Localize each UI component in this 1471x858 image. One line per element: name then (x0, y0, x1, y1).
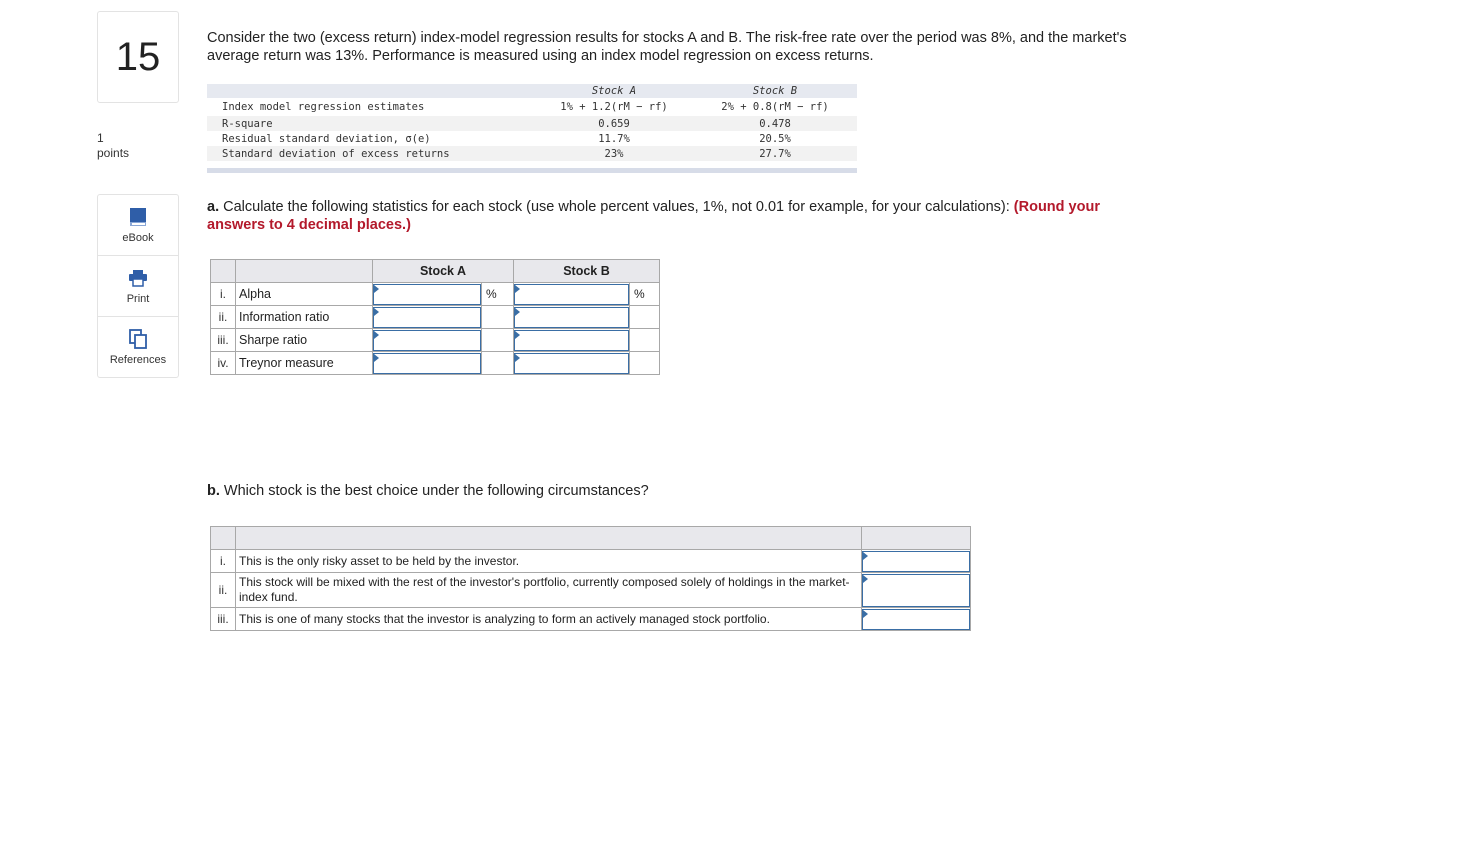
regression-row-a: 11.7% (598, 132, 630, 145)
points-info (97, 131, 129, 161)
row-label: Sharpe ratio (236, 329, 373, 352)
points-value: 1 (97, 131, 104, 145)
circumstance-2-dropdown[interactable] (862, 574, 970, 607)
regression-row-b: 2% + 0.8(rM − rf) (721, 101, 829, 113)
part-b-prefix: b. (207, 483, 220, 499)
regression-row (207, 116, 857, 131)
points-label: points (97, 146, 130, 160)
regression-col-a: Stock A (591, 85, 637, 97)
regression-header (207, 84, 857, 98)
printer-icon (128, 268, 148, 288)
info-ratio-stock-b-input[interactable] (514, 307, 629, 328)
regression-row (207, 131, 857, 146)
table-row (211, 573, 971, 608)
table-row (211, 329, 660, 352)
percent-unit: % (482, 283, 514, 306)
row-label: Information ratio (236, 306, 373, 329)
book-icon (129, 207, 147, 227)
regression-row-a: 1% + 1.2(rM − rf) (560, 101, 668, 113)
print-button[interactable] (98, 256, 178, 317)
row-number: iii. (211, 608, 236, 631)
part-a-prompt (207, 198, 1147, 234)
tools-panel (97, 194, 179, 378)
regression-col-b: Stock B (752, 85, 798, 97)
alpha-stock-a-input[interactable] (373, 284, 481, 305)
row-number: ii. (211, 306, 236, 329)
question-intro: Consider the two (excess return) index-model regression results for stocks A and B. The risk-free rate over the period was 8%, and the market's average return was 13%. Performance is measured using an index model regression on excess returns. (207, 30, 1127, 64)
row-label: Treynor measure (236, 352, 373, 375)
row-text: This stock will be mixed with the rest of the investor's portfolio, currently composed solely of holdings in the market-index fund. (236, 573, 862, 608)
regression-row-label: Standard deviation of excess returns (222, 147, 450, 160)
part-a-text: Calculate the following statistics for each stock (use whole percent values, 1%, not 0.01 for example, for your calculations): (223, 199, 1010, 215)
ebook-button[interactable] (98, 195, 178, 256)
treynor-stock-a-input[interactable] (373, 353, 481, 374)
part-a-col-b: Stock B (514, 260, 660, 283)
table-row (211, 352, 660, 375)
info-ratio-stock-a-input[interactable] (373, 307, 481, 328)
row-label: Alpha (236, 283, 373, 306)
alpha-stock-b-input[interactable] (514, 284, 629, 305)
references-label: References (109, 354, 167, 366)
percent-unit: % (630, 283, 660, 306)
ebook-label: eBook (122, 231, 154, 244)
row-number: i. (211, 550, 236, 573)
part-b-text: Which stock is the best choice under the following circumstances? (223, 483, 649, 499)
regression-row-a: 23% (604, 147, 624, 160)
row-text: This is one of many stocks that the investor is analyzing to form an actively managed stock portfolio. (236, 608, 862, 631)
part-a-col-a: Stock A (373, 260, 514, 283)
row-text: This is the only risky asset to be held by the investor. (236, 550, 862, 573)
regression-row-a: 0.659 (598, 117, 630, 130)
regression-row-b: 0.478 (759, 117, 791, 130)
table-row (211, 283, 660, 306)
question-number: 15 (97, 11, 179, 103)
table-row (211, 550, 971, 573)
row-number: ii. (211, 573, 236, 608)
references-icon (129, 329, 147, 349)
part-a-instruction: (Round your answers to 4 decimal places.) (207, 199, 1100, 233)
part-a-table (210, 259, 660, 375)
part-b-table (210, 526, 971, 631)
regression-table (207, 84, 857, 173)
regression-bottom-bar (207, 168, 857, 173)
table-row (211, 306, 660, 329)
treynor-stock-b-input[interactable] (514, 353, 629, 374)
row-number: iii. (211, 329, 236, 352)
row-number: i. (211, 283, 236, 306)
regression-row (207, 146, 857, 161)
references-button[interactable] (98, 317, 178, 378)
regression-row-b: 20.5% (759, 132, 791, 145)
table-row (211, 608, 971, 631)
sharpe-stock-a-input[interactable] (373, 330, 481, 351)
sharpe-stock-b-input[interactable] (514, 330, 629, 351)
regression-row-b: 27.7% (759, 147, 791, 160)
circumstance-3-dropdown[interactable] (862, 609, 970, 630)
regression-row-label: Residual standard deviation, σ(e) (222, 132, 431, 145)
row-number: iv. (211, 352, 236, 375)
regression-row-label: Index model regression estimates (222, 101, 425, 113)
regression-row (207, 98, 857, 116)
circumstance-1-dropdown[interactable] (862, 551, 970, 572)
part-a-prefix: a. (207, 199, 220, 215)
regression-row-label: R-square (222, 117, 273, 130)
part-b-prompt (207, 483, 649, 499)
print-label: Print (126, 292, 150, 305)
